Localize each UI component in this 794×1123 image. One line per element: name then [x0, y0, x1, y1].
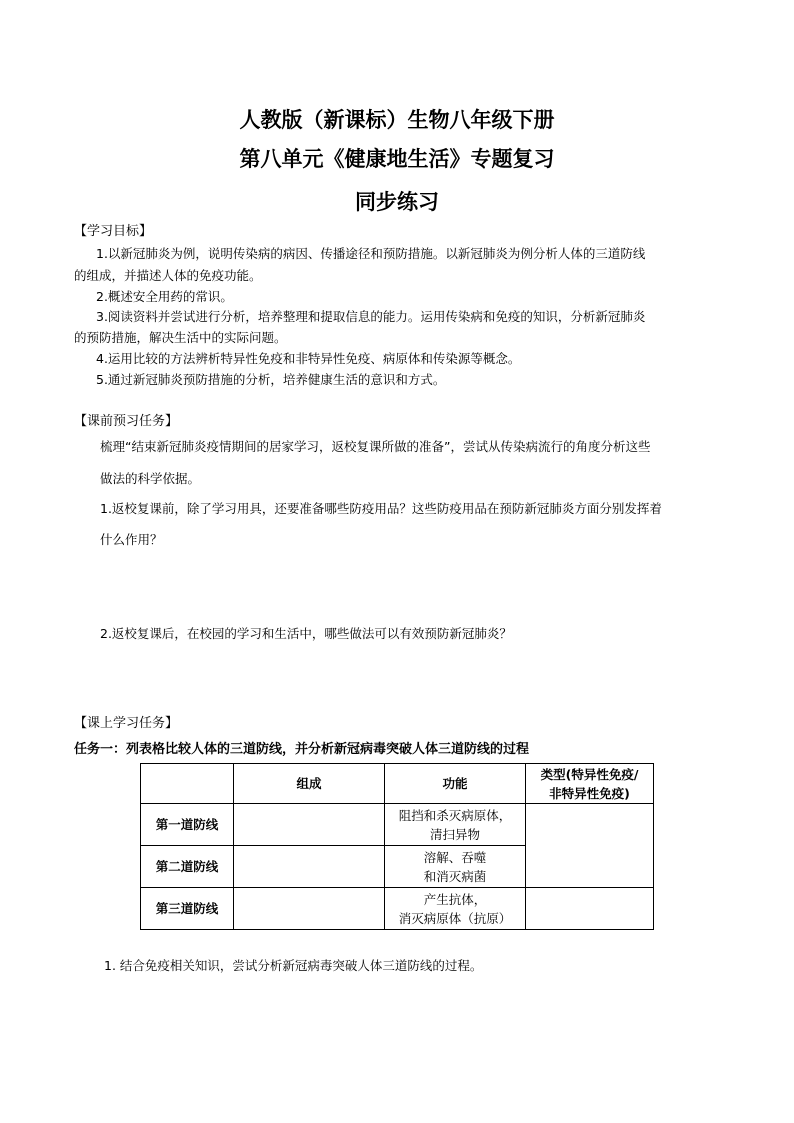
- header-function: 功能: [385, 764, 526, 804]
- objective-line: 的组成，并描述人体的免疫功能。: [74, 268, 262, 283]
- function-cell: [385, 888, 526, 930]
- composition-cell[interactable]: [234, 846, 385, 888]
- objective-line: 4.运用比较的方法辨析特异性免疫和非特异性免疫、病原体和传染源等概念。: [96, 351, 521, 366]
- header-empty-cell: [141, 764, 234, 804]
- defense-lines-table: [140, 763, 654, 930]
- function-line: 消灭病原体（抗原）: [398, 910, 512, 926]
- function-line: 阻挡和杀灭病原体，: [398, 807, 512, 823]
- function-line: 产生抗体，: [423, 891, 487, 907]
- preview-question-1: 什么作用？: [100, 532, 163, 547]
- function-cell: [385, 846, 526, 888]
- row-label: 第一道防线: [141, 804, 234, 846]
- preview-heading: 【课前预习任务】: [74, 414, 179, 429]
- inclass-question-1: 1. 结合免疫相关知识，尝试分析新冠病毒突破人体三道防线的过程。: [104, 958, 483, 973]
- header-type-line: 非特异性免疫): [549, 785, 630, 801]
- type-cell[interactable]: [526, 888, 654, 930]
- composition-cell[interactable]: [234, 888, 385, 930]
- unit-title: 第八单元《健康地生活》专题复习: [239, 146, 555, 171]
- type-cell-merged[interactable]: [526, 804, 654, 888]
- function-line: 溶解、吞噬: [423, 849, 487, 865]
- function-cell: [385, 804, 526, 846]
- function-line: 清扫异物: [429, 826, 480, 842]
- row-label: 第二道防线: [141, 846, 234, 888]
- row-label: 第三道防线: [141, 888, 234, 930]
- preview-intro: 做法的科学依据。: [100, 471, 201, 486]
- objectives-heading: 【学习目标】: [74, 224, 153, 239]
- composition-cell[interactable]: [234, 804, 385, 846]
- header-type: [526, 764, 654, 804]
- header-composition: 组成: [234, 764, 385, 804]
- objective-line: 5.通过新冠肺炎预防措施的分析，培养健康生活的意识和方式。: [96, 372, 446, 387]
- task-1-title: 任务一：列表格比较人体的三道防线，并分析新冠病毒突破人体三道防线的过程: [74, 742, 530, 757]
- preview-question-1: 1.返校复课前，除了学习用具，还要准备哪些防疫用品？这些防疫用品在预防新冠肺炎方面分别发挥着: [100, 501, 662, 516]
- exercise-title: 同步练习: [355, 189, 439, 214]
- inclass-heading: 【课上学习任务】: [74, 716, 179, 731]
- objective-line: 1.以新冠肺炎为例，说明传染病的病因、传播途径和预防措施。以新冠肺炎为例分析人体的三道防线: [96, 246, 646, 261]
- objective-line: 3.阅读资料并尝试进行分析，培养整理和提取信息的能力。运用传染病和免疫的知识，分析新冠肺炎: [96, 309, 646, 324]
- header-type-line: 类型(特异性免疫/: [540, 766, 639, 782]
- preview-intro: 梳理“结束新冠肺炎疫情期间的居家学习，返校复课所做的准备”，尝试从传染病流行的角度分析这些: [100, 439, 651, 454]
- objective-line: 的预防措施，解决生活中的实际问题。: [74, 330, 287, 345]
- document-title: 人教版（新课标）生物八年级下册: [239, 107, 555, 132]
- function-line: 和消灭病菌: [423, 868, 487, 884]
- preview-question-2: 2.返校复课后，在校园的学习和生活中，哪些做法可以有效预防新冠肺炎？: [100, 626, 512, 641]
- objective-line: 2.概述安全用药的常识。: [96, 289, 233, 304]
